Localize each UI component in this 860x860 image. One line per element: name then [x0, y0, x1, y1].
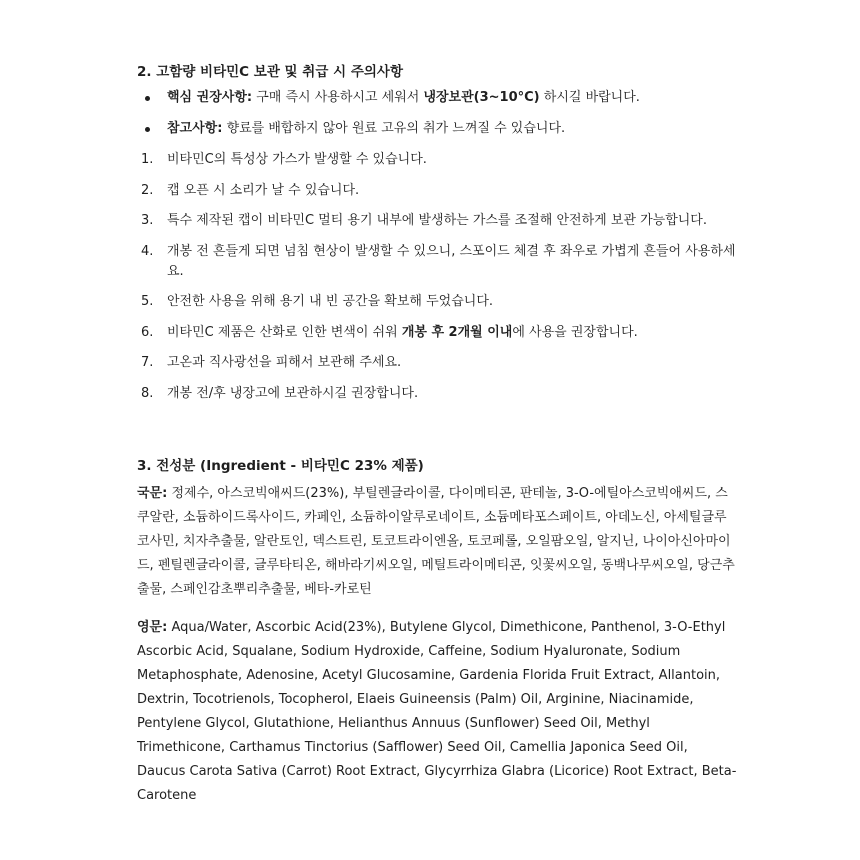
list-item-text: 캡 오픈 시 소리가 날 수 있습니다. [167, 182, 360, 198]
list-item [137, 181, 737, 201]
list-item-bold-text: 개봉 후 2개월 이내 [401, 324, 513, 340]
bullet-bold-text: 냉장보관(3~10°C) [423, 90, 540, 105]
ingredients-english-text: Aqua/Water, Ascorbic Acid(23%), Butylene Glycol, Dimethicone, Panthenol, 3-O-Ethyl Ascorbic Acid, Squalane, Sodium Hydroxide, Caffeine, Sodium Hyaluronate, Sodium Metaphosphate, Adenosine, Acetyl Glucosamine, Gardenia Florida Fruit Extract, Allantoin, Dextrin, Tocotrienols, Tocopherol, Elaeis Guineensis (Palm) Oil, Arginine, Niacinamide, Pentylene Glycol, Glutathione, Helianthus Annuus (Sunflower) Seed Oil, Methyl Trimethicone, Carthamus Tinctorius (Safflower) Seed Oil, Camellia Japonica Seed Oil, Daucus Carota Sativa (Carrot) Root Extract, Glycyrrhiza Glabra (Licorice) Root Extract, Beta-Carotene [137, 620, 737, 803]
list-item-number: 7. [141, 355, 154, 370]
ingredients-korean [137, 482, 737, 602]
list-item-number: 8. [141, 385, 154, 401]
list-item-text: 개봉 전/후 냉장고에 보관하시길 권장합니다. [167, 385, 419, 401]
list-item [137, 211, 737, 231]
list-item-text: 특수 제작된 캡이 비타민C 멀티 용기 내부에 발생하는 가스를 조절해 안전하게 보관 가능합니다. [167, 213, 708, 228]
list-item [137, 150, 737, 170]
section-heading-ingredients: 3. 전성분 (Ingredient - 비타민C 23% 제품) [137, 458, 424, 474]
bullet-label: 핵심 권장사항: [167, 90, 253, 105]
list-item-text: 비타민C 제품은 산화로 인한 변색이 쉬워 [167, 324, 402, 340]
list-item-number: 5. [141, 294, 154, 309]
list-item-number: 4. [141, 243, 154, 259]
list-item-number: 1. [141, 152, 154, 167]
list-item [137, 384, 737, 404]
list-item-text: 안전한 사용을 위해 용기 내 빈 공간을 확보해 두었습니다. [167, 294, 494, 309]
ingredients-english [137, 616, 737, 808]
list-item [137, 292, 737, 312]
list-item [137, 323, 737, 343]
list-item-number: 3. [141, 213, 154, 228]
list-item [137, 353, 737, 373]
list-item-text: 개봉 전 흔들게 되면 넘침 현상이 발생할 수 있으니, 스포이드 체결 후 좌우로 가볍게 흔들어 사용하세요. [167, 243, 736, 279]
caution-list [137, 150, 737, 404]
document-body [137, 62, 737, 808]
list-item-number: 2. [141, 182, 154, 198]
bullet-text: 하시길 바랍니다. [539, 90, 640, 105]
bullet-reference-note [137, 119, 737, 139]
ingredients-english-label: 영문: [137, 620, 168, 635]
list-item-text: 에 사용을 권장합니다. [512, 324, 638, 340]
bullet-key-recommendation [137, 88, 737, 108]
ingredients-korean-text: 정제수, 아스코빅애씨드(23%), 부틸렌글라이콜, 다이메티콘, 판테놀, 3-O-에틸아스코빅애씨드, 스쿠알란, 소듐하이드록사이드, 카페인, 소듐하이알루로네이트, 소듐메타포스페이트, 아데노신, 아세틸글루코사민, 치자추출물, 알란토인, 덱스트린, 토코트라이엔올, 토코페롤, 오일팜오일, 알지닌, 나이아신아마이드, 펜틸렌글라이콜, 글루타티온, 해바라기씨오일, 메틸트라이메티콘, 잇꽃씨오일, 동백나무씨오일, 당근추출물, 스페인감초뿌리추출물, 베타-카로틴 [137, 486, 735, 597]
ingredients-korean-label: 국문: [137, 486, 168, 501]
section-heading-storage: 2. 고함량 비타민C 보관 및 취급 시 주의사항 [137, 64, 403, 80]
section-spacer [137, 414, 737, 456]
list-item-text: 고온과 직사광선을 피해서 보관해 주세요. [167, 355, 402, 370]
list-item-number: 6. [141, 324, 154, 340]
paragraph-spacer [137, 602, 737, 616]
bullet-label: 참고사항: [167, 121, 223, 136]
key-notes-list [137, 88, 737, 139]
list-item-text: 비타민C의 특성상 가스가 발생할 수 있습니다. [167, 152, 427, 167]
bullet-text: 향료를 배합하지 않아 원료 고유의 취가 느껴질 수 있습니다. [222, 121, 566, 136]
bullet-text: 구매 즉시 사용하시고 세워서 [252, 90, 424, 105]
list-item [137, 242, 737, 282]
